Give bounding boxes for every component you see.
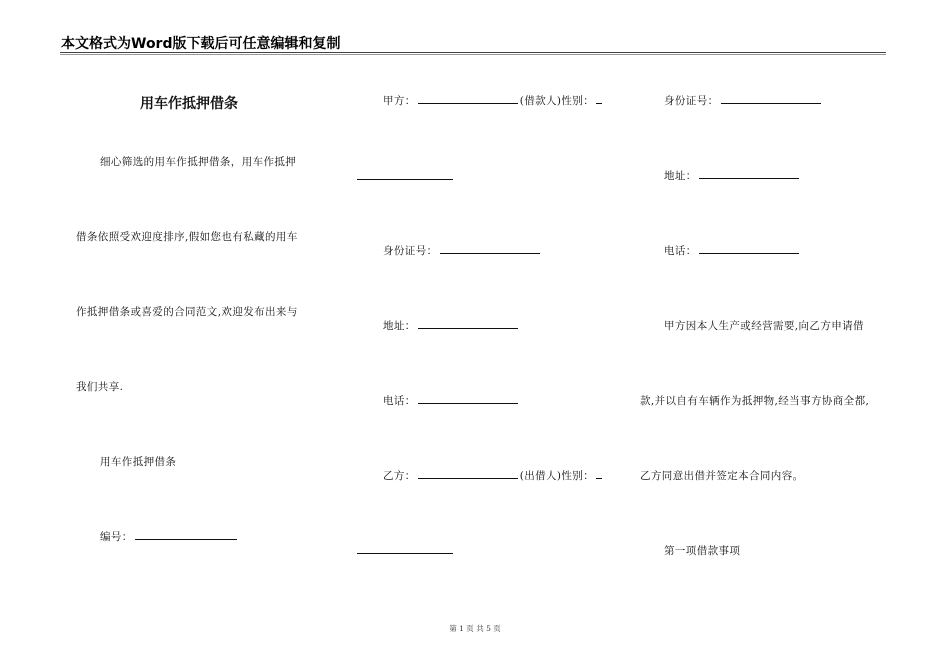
number-label: 编号： <box>100 531 133 543</box>
party-a-address-label: 地址： <box>383 320 416 332</box>
party-b-id-label: 身份证号： <box>664 95 719 107</box>
party-a-phone-label: 电话： <box>383 395 416 407</box>
party-b-address-field <box>664 168 801 183</box>
number-field <box>100 529 239 544</box>
header-divider <box>60 52 886 53</box>
section-heading-loan-items: 第一项借款事项 <box>664 545 741 557</box>
party-b-role: (出借人)性别： <box>519 470 595 482</box>
party-b-id-field <box>664 93 823 108</box>
party-a-phone-blank <box>418 403 518 404</box>
party-b-phone-label: 电话： <box>664 245 697 257</box>
header-divider-secondary <box>60 54 886 55</box>
party-a-address-field <box>383 318 520 333</box>
clause-paragraph-line-2: 款,并以自有车辆作为抵押物,经当事方协商全都, <box>640 395 870 407</box>
document-header-title: 本文格式为Word版下载后可任意编辑和复制 <box>61 36 341 52</box>
intro-line-2: 借条依照受欢迎度排序,假如您也有私藏的用车 <box>76 231 298 243</box>
document-title: 用车作抵押借条 <box>140 96 238 112</box>
party-b-phone-field <box>664 243 801 258</box>
party-a-id-field <box>383 243 542 258</box>
intro-line-4: 我们共享. <box>76 381 124 393</box>
party-a-role: (借款人)性别： <box>519 95 595 107</box>
party-b-gender-continuation-line <box>357 553 453 554</box>
party-a-gender-blank <box>596 103 602 104</box>
party-a-label: 甲方： <box>383 95 416 107</box>
intro-line-3: 作抵押借条或喜爱的合同范文,欢迎发布出来与 <box>76 306 298 318</box>
party-b-address-label: 地址： <box>664 170 697 182</box>
party-a-id-label: 身份证号： <box>383 245 438 257</box>
party-b-id-blank <box>721 103 821 104</box>
party-a-id-blank <box>440 253 540 254</box>
page-number: 第 1 页 共 5 页 <box>449 624 501 633</box>
party-b-gender-blank <box>596 478 602 479</box>
party-b-phone-blank <box>699 253 799 254</box>
party-a-phone-field <box>383 393 520 408</box>
number-blank <box>135 539 237 540</box>
party-a-name-blank <box>418 103 518 104</box>
intro-line-1: 细心筛选的用车作抵押借条，用车作抵押 <box>100 156 297 168</box>
party-b-label: 乙方： <box>383 470 416 482</box>
clause-paragraph-line-3: 乙方同意出借并签定本合同内容。 <box>640 470 804 482</box>
party-a-gender-continuation-line <box>357 179 453 180</box>
party-b-address-blank <box>699 178 799 179</box>
party-b-field <box>383 468 604 483</box>
party-a-address-blank <box>418 328 518 329</box>
contract-heading: 用车作抵押借条 <box>100 456 177 468</box>
party-a-field <box>383 93 604 108</box>
party-b-name-blank <box>418 478 518 479</box>
clause-paragraph-line-1: 甲方因本人生产或经营需要,向乙方申请借 <box>664 320 864 332</box>
